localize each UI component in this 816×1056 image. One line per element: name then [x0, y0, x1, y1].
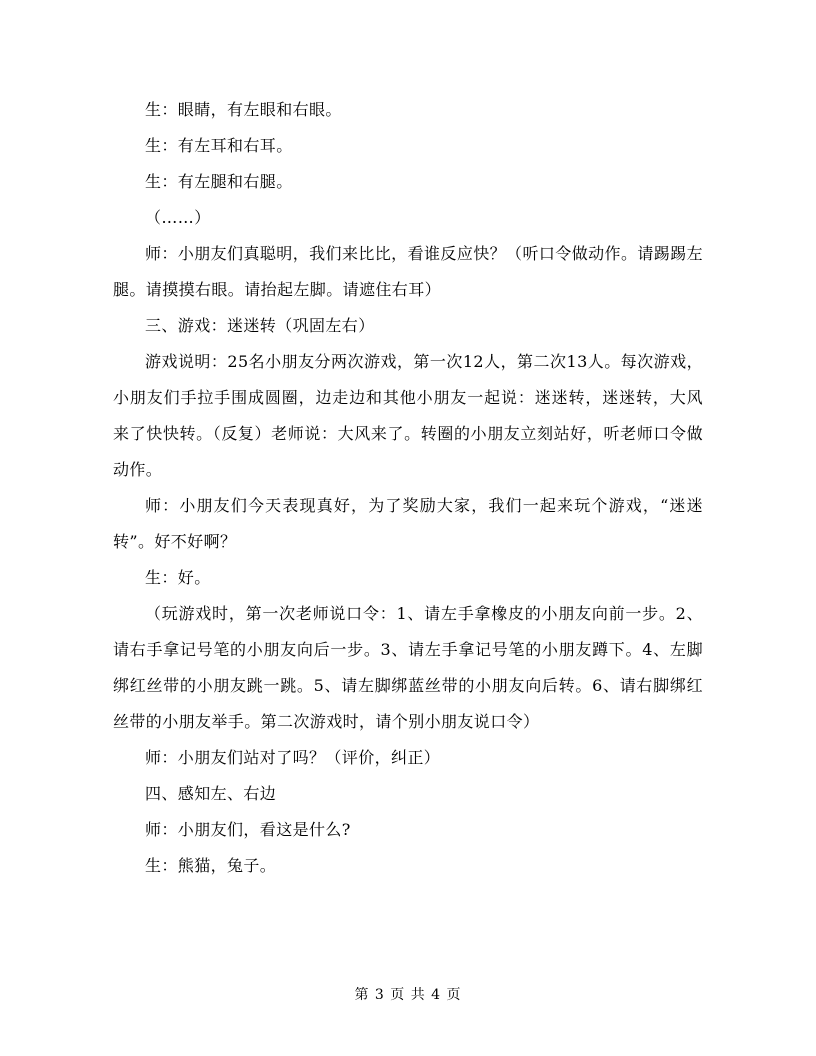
paragraph-7: 游戏说明：25名小朋友分两次游戏，第一次12人，第二次13人。每次游戏，小朋友们手拉手围成圆圈，边走边和其他小朋友一起说：迷迷转，迷迷转，大风来了快快转。（反复）老师说：大风来了。转圈的小朋友立刻站好，听老师口令做动作。 [113, 352, 703, 479]
paragraph-2: 生：有左耳和右耳。 [145, 136, 293, 155]
paragraph-8: 师：小朋友们今天表现真好，为了奖励大家，我们一起来玩个游戏，“迷迷转”。好不好啊？ [113, 496, 703, 551]
page-footer [0, 985, 816, 1005]
paragraph-14: 生：熊猫，兔子。 [145, 856, 277, 875]
paragraph-5: 师：小朋友们真聪明，我们来比比，看谁反应快？（听口令做动作。请踢踢左腿。请摸摸右眼。请抬起左脚。请遮住右耳） [113, 244, 703, 299]
paragraph-4: （……） [145, 208, 211, 227]
section-heading-4: 四、感知左、右边 [145, 784, 277, 803]
paragraph-11: 师：小朋友们站对了吗？（评价，纠正） [145, 748, 441, 767]
paragraph-3: 生：有左腿和右腿。 [145, 172, 293, 191]
paragraph-1: 生：眼睛，有左眼和右眼。 [145, 100, 342, 119]
paragraph-9: 生：好。 [145, 568, 211, 587]
document-body [113, 92, 703, 884]
paragraph-10: （玩游戏时，第一次老师说口令：1、请左手拿橡皮的小朋友向前一步。2、请右手拿记号笔的小朋友向后一步。3、请左手拿记号笔的小朋友蹲下。4、左脚绑红丝带的小朋友跳一跳。5、请左脚绑蓝丝带的小朋友向后转。6、请右脚绑红丝带的小朋友举手。第二次游戏时，请个别小朋友说口令） [113, 604, 703, 731]
page-number-label: 第 3 页 共 4 页 [354, 987, 462, 1003]
section-heading-3: 三、游戏：迷迷转（巩固左右） [145, 316, 375, 335]
paragraph-13: 师：小朋友们，看这是什么? [145, 820, 351, 839]
